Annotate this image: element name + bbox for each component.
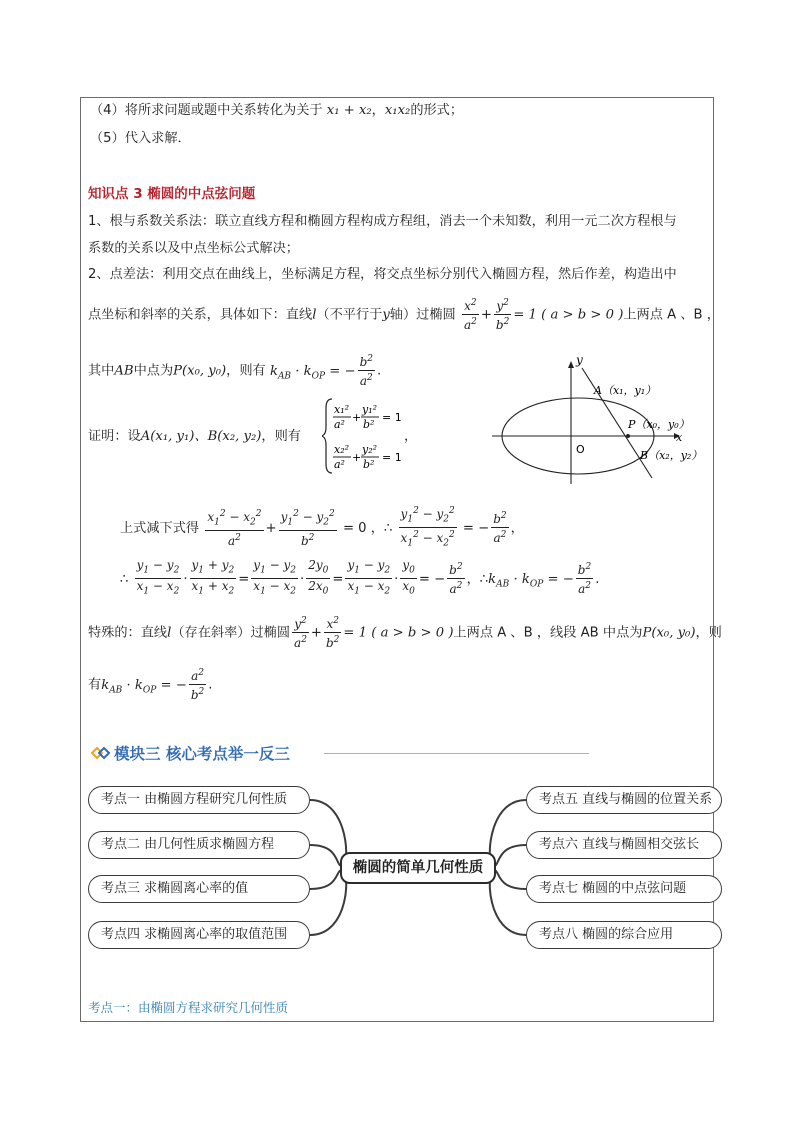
point-b-label: B（x₂，y₂） — [640, 449, 703, 462]
method-2-line-1: 2、点差法：利用交点在曲线上，坐标满足方程，将交点坐标分别代入椭圆方程，然后作差，构造出中 — [88, 267, 677, 282]
proof-text: 证明：设 — [88, 429, 141, 444]
topic-node-6[interactable]: 考点六 直线与椭圆相交弦长 — [526, 831, 722, 859]
section-title: 知识点 3 椭圆的中点弦问题 — [88, 186, 256, 202]
proof-comma: ， — [404, 429, 418, 444]
svg-text:a²: a² — [334, 458, 345, 471]
step-4-prefix: （4）将所求问题或题中关系转化为关于 — [90, 103, 323, 118]
module-divider — [324, 753, 589, 754]
slope-product: $k_{AB} \cdot k_{OP}$ = − — [269, 363, 356, 382]
special-text: 特殊的：直线 — [88, 625, 168, 641]
svg-text:b²: b² — [363, 418, 375, 431]
step-4-expr-product: x₁x₂ — [384, 103, 411, 118]
midpoint-text-3: ，则有 — [226, 363, 266, 379]
mindmap-center[interactable]: 椭圆的简单几何性质 — [340, 852, 496, 884]
line-l-symbol: l — [312, 307, 317, 323]
module-header — [90, 742, 590, 766]
svg-text:+: + — [352, 411, 362, 424]
segment-ab: AB — [114, 363, 134, 379]
topic-node-2[interactable]: 考点二 由几何性质求椭圆方程 — [88, 831, 310, 859]
topic-node-4[interactable]: 考点四 求椭圆离心率的取值范围 — [88, 921, 310, 949]
special-text-2: （存在斜率）过椭圆 — [171, 625, 291, 641]
step-4-separator: ， — [371, 103, 385, 118]
method-1-line-2: 系数的关系以及中点坐标公式解决； — [88, 241, 299, 256]
method-2-line-2: 点坐标和斜率的关系，具体如下：直线l（不平行于y轴）过椭圆 $\frac{x^2}{a^2}$ + $\frac{y^2}{b^2}$ = 1 ( a > b > 0 )上两点 A 、B ， — [88, 298, 720, 332]
topic-node-5[interactable]: 考点五 直线与椭圆的位置关系 — [526, 786, 722, 814]
step-4 — [90, 102, 463, 120]
module-title: 模块三 核心考点举一反三 — [114, 745, 290, 763]
method-2-text-2: （不平行于 — [316, 307, 383, 323]
special-condition: = 1 ( a > b > 0 ) — [343, 625, 454, 641]
midpoint-statement: 其中AB中点为P(x₀, y₀)，则有 $k_{AB} \cdot k_{OP}$ = − $\frac{b^2}{a^2}$ . — [88, 354, 382, 388]
y-axis-label: y — [576, 353, 583, 367]
step-5: （5）代入求解． — [90, 131, 191, 146]
therefore-line: ∴ $\frac{y_1 - y_2}{x_1 - x_2}$ · $\frac{y_1 + y_2}{x_1 + x_2}$ = $\frac{y_1 - y_2}{x_1 - x_2}$ · $\frac{2y_0}{2x_0}$ = $\frac{y_1 - y_2}{x_1 - x_2}$ · $\frac{y_0}{x_0}$ = − $\frac{b^2}{a^2}$ ，$\therefore k_{AB} \cdot k_{OP}$ = − $\frac{b^2}{a^2}$ . — [120, 558, 600, 597]
proof-text-2: ，则有 — [261, 429, 301, 444]
method-1-line-1: 1、根与系数关系法：联立直线方程和椭圆方程构成方程组，消去一个未知数，利用一元二次方程根与 — [88, 214, 677, 229]
ellipse-frac-y: $\frac{y^2}{b^2}$ — [495, 298, 510, 332]
method-2-text-3: 轴）过椭圆 — [389, 307, 456, 323]
svg-text:b²: b² — [363, 458, 375, 471]
ellipse-diagram — [488, 352, 713, 487]
x-axis-label: x — [676, 431, 683, 444]
special-line-l: l — [167, 625, 172, 641]
special-points: 上两点 A 、B ，线段 AB 中点为 — [453, 625, 643, 641]
midpoint-p: P(x₀, y₀) — [173, 363, 227, 379]
proof-points: A(x₁, y₁)、B(x₂, y₂) — [140, 429, 262, 444]
svg-text:+: + — [352, 451, 362, 464]
svg-text:= 1: = 1 — [382, 411, 402, 424]
svg-text:a²: a² — [334, 418, 345, 431]
special-result-text: 有 — [88, 677, 102, 693]
svg-text:y₂²: y₂² — [362, 443, 378, 456]
y-axis-symbol: y — [382, 307, 390, 323]
ellipse-condition: = 1 ( a > b > 0 ) — [513, 307, 624, 323]
special-midpoint: P(x₀, y₀) — [642, 625, 696, 641]
topic-one-link[interactable]: 考点一：由椭圆方程求研究几何性质 — [88, 1000, 289, 1015]
method-2-points: 上两点 A 、B ， — [623, 307, 720, 323]
proof-line — [88, 428, 301, 446]
point-p-label: P（x₀，y₀） — [628, 418, 690, 431]
midpoint-text: 其中 — [88, 363, 115, 379]
svg-text:x₂²: x₂² — [334, 443, 350, 456]
ellipse-frac-x: $\frac{x^2}{a^2}$ — [463, 298, 477, 332]
topic-node-7[interactable]: 考点七 椭圆的中点弦问题 — [526, 875, 722, 903]
step-4-expr-sum: x₁ + x₂ — [326, 103, 372, 118]
slope-ratio: $\frac{b^2}{a^2}$ — [359, 354, 373, 388]
point-a-label: A（x₁，y₁） — [594, 384, 657, 397]
svg-text:= 1: = 1 — [382, 451, 402, 464]
double-chevron-icon — [90, 746, 112, 760]
topic-node-3[interactable]: 考点三 求椭圆离心率的值 — [88, 875, 310, 903]
subtraction-text: 上式减下式得 — [120, 520, 200, 536]
svg-text:x₁²: x₁² — [334, 403, 350, 416]
special-then: ，则 — [695, 625, 722, 641]
midpoint-text-2: 中点为 — [133, 363, 174, 379]
subtraction-line: 上式减下式得 $\frac{x_1^2 - x_2^2}{a^2}$ + $\frac{y_1^2 - y_2^2}{b^2}$ = 0 ，∴ $\frac{y_1^2 - y_2^2}{x_1^2 - x_2^2}$ = − $\frac{b^2}{a^2}$ ， — [120, 506, 524, 549]
method-2-text: 点坐标和斜率的关系，具体如下：直线 — [88, 307, 313, 323]
step-4-suffix: 的形式； — [410, 103, 464, 118]
special-case-line: 特殊的：直线l（存在斜率）过椭圆 $\frac{y^2}{a^2}$ + $\frac{x^2}{b^2}$ = 1 ( a > b > 0 )上两点 A 、B ，线段 AB 中点为P(x₀, y₀)，则 — [88, 616, 722, 650]
topic-node-1[interactable]: 考点一 由椭圆方程研究几何性质 — [88, 786, 310, 814]
origin-label: O — [576, 443, 585, 456]
svg-text:y₁²: y₁² — [362, 403, 378, 416]
special-case-result: 有$k_{AB} \cdot k_{OP}$ = − $\frac{a^2}{b^2}$ . — [88, 668, 213, 702]
topic-node-8[interactable]: 考点八 椭圆的综合应用 — [526, 921, 722, 949]
